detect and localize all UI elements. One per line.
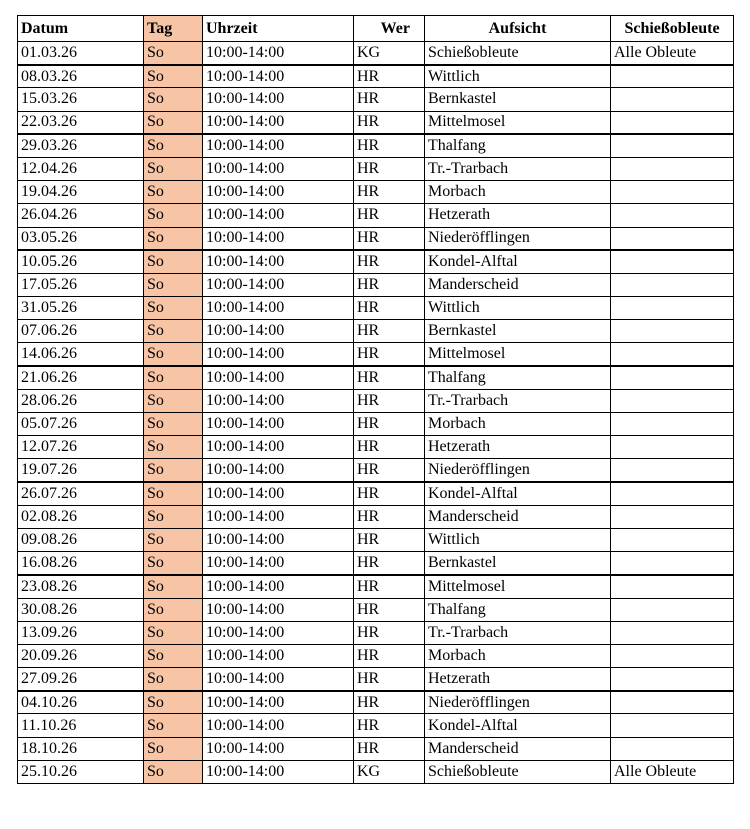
cell-wer: HR: [354, 389, 425, 412]
cell-datum: 11.10.26: [18, 714, 144, 737]
cell-schiessobleute: [611, 366, 734, 389]
cell-datum: 04.10.26: [18, 691, 144, 714]
cell-tag: So: [144, 88, 203, 111]
cell-uhrzeit: 10:00-14:00: [203, 459, 354, 482]
cell-tag: So: [144, 343, 203, 366]
cell-schiessobleute: [611, 111, 734, 134]
table-row: [18, 204, 734, 227]
table-row: [18, 691, 734, 714]
header-wer: Wer: [354, 16, 425, 42]
cell-datum: 12.04.26: [18, 157, 144, 180]
cell-wer: HR: [354, 482, 425, 505]
cell-tag: So: [144, 459, 203, 482]
cell-aufsicht: Hetzerath: [425, 204, 611, 227]
cell-schiessobleute: [611, 621, 734, 644]
cell-uhrzeit: 10:00-14:00: [203, 343, 354, 366]
cell-wer: HR: [354, 204, 425, 227]
cell-datum: 19.04.26: [18, 181, 144, 204]
cell-tag: So: [144, 737, 203, 760]
cell-datum: 01.03.26: [18, 42, 144, 65]
cell-schiessobleute: [611, 227, 734, 250]
cell-aufsicht: Mittelmosel: [425, 575, 611, 598]
cell-uhrzeit: 10:00-14:00: [203, 760, 354, 783]
table-row: [18, 273, 734, 296]
cell-wer: HR: [354, 250, 425, 273]
cell-schiessobleute: [611, 250, 734, 273]
cell-schiessobleute: [611, 459, 734, 482]
cell-wer: HR: [354, 111, 425, 134]
cell-aufsicht: Mittelmosel: [425, 111, 611, 134]
cell-wer: KG: [354, 760, 425, 783]
cell-uhrzeit: 10:00-14:00: [203, 88, 354, 111]
header-uhrzeit: Uhrzeit: [203, 16, 354, 42]
cell-uhrzeit: 10:00-14:00: [203, 714, 354, 737]
cell-schiessobleute: [611, 273, 734, 296]
cell-uhrzeit: 10:00-14:00: [203, 320, 354, 343]
cell-uhrzeit: 10:00-14:00: [203, 691, 354, 714]
cell-aufsicht: Schießobleute: [425, 760, 611, 783]
cell-uhrzeit: 10:00-14:00: [203, 157, 354, 180]
cell-tag: So: [144, 111, 203, 134]
cell-tag: So: [144, 436, 203, 459]
cell-datum: 02.08.26: [18, 505, 144, 528]
table-row: [18, 343, 734, 366]
table-row: [18, 528, 734, 551]
cell-wer: HR: [354, 88, 425, 111]
cell-wer: HR: [354, 181, 425, 204]
cell-wer: HR: [354, 575, 425, 598]
cell-wer: HR: [354, 366, 425, 389]
cell-datum: 17.05.26: [18, 273, 144, 296]
cell-schiessobleute: [611, 65, 734, 88]
cell-tag: So: [144, 691, 203, 714]
cell-tag: So: [144, 297, 203, 320]
table-row: [18, 552, 734, 575]
cell-tag: So: [144, 575, 203, 598]
cell-uhrzeit: 10:00-14:00: [203, 668, 354, 691]
cell-uhrzeit: 10:00-14:00: [203, 598, 354, 621]
cell-wer: HR: [354, 621, 425, 644]
cell-datum: 15.03.26: [18, 88, 144, 111]
cell-schiessobleute: [611, 204, 734, 227]
cell-tag: So: [144, 552, 203, 575]
cell-aufsicht: Tr.-Trarbach: [425, 389, 611, 412]
cell-aufsicht: Wittlich: [425, 297, 611, 320]
cell-uhrzeit: 10:00-14:00: [203, 552, 354, 575]
cell-aufsicht: Morbach: [425, 644, 611, 667]
cell-aufsicht: Niederöfflingen: [425, 691, 611, 714]
cell-datum: 27.09.26: [18, 668, 144, 691]
header-tag: Tag: [144, 16, 203, 42]
cell-schiessobleute: [611, 297, 734, 320]
cell-tag: So: [144, 181, 203, 204]
cell-tag: So: [144, 760, 203, 783]
table-row: [18, 505, 734, 528]
cell-aufsicht: Morbach: [425, 181, 611, 204]
table-row: [18, 320, 734, 343]
cell-datum: 13.09.26: [18, 621, 144, 644]
cell-aufsicht: Niederöfflingen: [425, 459, 611, 482]
cell-schiessobleute: [611, 691, 734, 714]
cell-uhrzeit: 10:00-14:00: [203, 644, 354, 667]
cell-aufsicht: Tr.-Trarbach: [425, 621, 611, 644]
cell-tag: So: [144, 65, 203, 88]
cell-uhrzeit: 10:00-14:00: [203, 134, 354, 157]
cell-tag: So: [144, 134, 203, 157]
cell-tag: So: [144, 505, 203, 528]
cell-schiessobleute: [611, 482, 734, 505]
cell-aufsicht: Manderscheid: [425, 273, 611, 296]
cell-tag: So: [144, 366, 203, 389]
cell-aufsicht: Mittelmosel: [425, 343, 611, 366]
cell-datum: 12.07.26: [18, 436, 144, 459]
table-row: [18, 88, 734, 111]
table-row: [18, 65, 734, 88]
cell-tag: So: [144, 598, 203, 621]
header-row: [18, 16, 734, 42]
cell-schiessobleute: Alle Obleute: [611, 42, 734, 65]
table-row: [18, 621, 734, 644]
cell-tag: So: [144, 204, 203, 227]
cell-aufsicht: Morbach: [425, 413, 611, 436]
cell-aufsicht: Wittlich: [425, 528, 611, 551]
cell-wer: HR: [354, 505, 425, 528]
cell-uhrzeit: 10:00-14:00: [203, 389, 354, 412]
cell-uhrzeit: 10:00-14:00: [203, 250, 354, 273]
cell-uhrzeit: 10:00-14:00: [203, 42, 354, 65]
cell-wer: HR: [354, 552, 425, 575]
cell-uhrzeit: 10:00-14:00: [203, 621, 354, 644]
header-aufsicht: Aufsicht: [425, 16, 611, 42]
table-row: [18, 668, 734, 691]
table-row: [18, 413, 734, 436]
cell-datum: 31.05.26: [18, 297, 144, 320]
cell-tag: So: [144, 227, 203, 250]
cell-wer: HR: [354, 320, 425, 343]
cell-wer: HR: [354, 297, 425, 320]
cell-uhrzeit: 10:00-14:00: [203, 482, 354, 505]
header-schiessobleute: Schießobleute: [611, 16, 734, 42]
cell-wer: HR: [354, 528, 425, 551]
cell-wer: HR: [354, 436, 425, 459]
cell-wer: HR: [354, 668, 425, 691]
cell-datum: 22.03.26: [18, 111, 144, 134]
table-row: [18, 42, 734, 65]
cell-wer: KG: [354, 42, 425, 65]
cell-wer: HR: [354, 157, 425, 180]
cell-schiessobleute: [611, 88, 734, 111]
cell-datum: 18.10.26: [18, 737, 144, 760]
cell-datum: 09.08.26: [18, 528, 144, 551]
cell-wer: HR: [354, 65, 425, 88]
cell-aufsicht: Manderscheid: [425, 505, 611, 528]
cell-wer: HR: [354, 691, 425, 714]
cell-schiessobleute: [611, 598, 734, 621]
cell-datum: 03.05.26: [18, 227, 144, 250]
cell-datum: 14.06.26: [18, 343, 144, 366]
schedule-table: [17, 15, 734, 784]
cell-aufsicht: Schießobleute: [425, 42, 611, 65]
cell-datum: 21.06.26: [18, 366, 144, 389]
table-row: [18, 389, 734, 412]
cell-tag: So: [144, 644, 203, 667]
cell-aufsicht: Thalfang: [425, 134, 611, 157]
cell-aufsicht: Wittlich: [425, 65, 611, 88]
cell-tag: So: [144, 157, 203, 180]
cell-tag: So: [144, 273, 203, 296]
cell-datum: 20.09.26: [18, 644, 144, 667]
table-row: [18, 760, 734, 783]
table-row: [18, 297, 734, 320]
cell-datum: 29.03.26: [18, 134, 144, 157]
cell-wer: HR: [354, 737, 425, 760]
cell-aufsicht: Bernkastel: [425, 552, 611, 575]
cell-schiessobleute: [611, 668, 734, 691]
cell-aufsicht: Kondel-Alftal: [425, 714, 611, 737]
cell-uhrzeit: 10:00-14:00: [203, 65, 354, 88]
cell-aufsicht: Thalfang: [425, 598, 611, 621]
cell-uhrzeit: 10:00-14:00: [203, 111, 354, 134]
cell-schiessobleute: [611, 575, 734, 598]
cell-aufsicht: Niederöfflingen: [425, 227, 611, 250]
cell-tag: So: [144, 714, 203, 737]
cell-uhrzeit: 10:00-14:00: [203, 366, 354, 389]
cell-aufsicht: Bernkastel: [425, 320, 611, 343]
cell-wer: HR: [354, 273, 425, 296]
cell-wer: HR: [354, 714, 425, 737]
cell-datum: 07.06.26: [18, 320, 144, 343]
table-row: [18, 134, 734, 157]
cell-datum: 26.07.26: [18, 482, 144, 505]
cell-uhrzeit: 10:00-14:00: [203, 737, 354, 760]
cell-uhrzeit: 10:00-14:00: [203, 204, 354, 227]
cell-schiessobleute: [611, 181, 734, 204]
cell-uhrzeit: 10:00-14:00: [203, 181, 354, 204]
cell-aufsicht: Hetzerath: [425, 436, 611, 459]
cell-uhrzeit: 10:00-14:00: [203, 505, 354, 528]
cell-tag: So: [144, 621, 203, 644]
cell-schiessobleute: [611, 389, 734, 412]
table-row: [18, 737, 734, 760]
cell-datum: 16.08.26: [18, 552, 144, 575]
cell-tag: So: [144, 482, 203, 505]
table-row: [18, 366, 734, 389]
cell-datum: 05.07.26: [18, 413, 144, 436]
cell-datum: 19.07.26: [18, 459, 144, 482]
cell-tag: So: [144, 42, 203, 65]
table-row: [18, 111, 734, 134]
cell-aufsicht: Kondel-Alftal: [425, 250, 611, 273]
cell-wer: HR: [354, 598, 425, 621]
cell-aufsicht: Hetzerath: [425, 668, 611, 691]
cell-schiessobleute: [611, 134, 734, 157]
cell-uhrzeit: 10:00-14:00: [203, 575, 354, 598]
cell-datum: 26.04.26: [18, 204, 144, 227]
cell-datum: 30.08.26: [18, 598, 144, 621]
cell-aufsicht: Manderscheid: [425, 737, 611, 760]
cell-uhrzeit: 10:00-14:00: [203, 273, 354, 296]
cell-uhrzeit: 10:00-14:00: [203, 297, 354, 320]
cell-schiessobleute: [611, 436, 734, 459]
cell-schiessobleute: [611, 320, 734, 343]
cell-schiessobleute: [611, 343, 734, 366]
table-row: [18, 482, 734, 505]
cell-wer: HR: [354, 343, 425, 366]
cell-aufsicht: Thalfang: [425, 366, 611, 389]
table-row: [18, 575, 734, 598]
table-row: [18, 436, 734, 459]
cell-schiessobleute: [611, 714, 734, 737]
cell-datum: 08.03.26: [18, 65, 144, 88]
table-row: [18, 227, 734, 250]
cell-schiessobleute: [611, 528, 734, 551]
table-row: [18, 598, 734, 621]
table-row: [18, 250, 734, 273]
cell-uhrzeit: 10:00-14:00: [203, 436, 354, 459]
cell-tag: So: [144, 413, 203, 436]
cell-uhrzeit: 10:00-14:00: [203, 413, 354, 436]
table-row: [18, 157, 734, 180]
cell-tag: So: [144, 668, 203, 691]
header-datum: Datum: [18, 16, 144, 42]
cell-aufsicht: Tr.-Trarbach: [425, 157, 611, 180]
cell-datum: 23.08.26: [18, 575, 144, 598]
table-row: [18, 459, 734, 482]
cell-schiessobleute: [611, 505, 734, 528]
cell-datum: 25.10.26: [18, 760, 144, 783]
cell-schiessobleute: [611, 552, 734, 575]
cell-aufsicht: Kondel-Alftal: [425, 482, 611, 505]
cell-tag: So: [144, 389, 203, 412]
cell-tag: So: [144, 528, 203, 551]
cell-datum: 10.05.26: [18, 250, 144, 273]
cell-wer: HR: [354, 413, 425, 436]
cell-schiessobleute: [611, 644, 734, 667]
cell-schiessobleute: Alle Obleute: [611, 760, 734, 783]
cell-uhrzeit: 10:00-14:00: [203, 227, 354, 250]
cell-datum: 28.06.26: [18, 389, 144, 412]
cell-wer: HR: [354, 134, 425, 157]
table-row: [18, 644, 734, 667]
cell-uhrzeit: 10:00-14:00: [203, 528, 354, 551]
cell-tag: So: [144, 250, 203, 273]
table-row: [18, 181, 734, 204]
table-row: [18, 714, 734, 737]
cell-schiessobleute: [611, 413, 734, 436]
cell-wer: HR: [354, 644, 425, 667]
cell-wer: HR: [354, 227, 425, 250]
cell-schiessobleute: [611, 737, 734, 760]
cell-aufsicht: Bernkastel: [425, 88, 611, 111]
cell-schiessobleute: [611, 157, 734, 180]
cell-wer: HR: [354, 459, 425, 482]
cell-tag: So: [144, 320, 203, 343]
